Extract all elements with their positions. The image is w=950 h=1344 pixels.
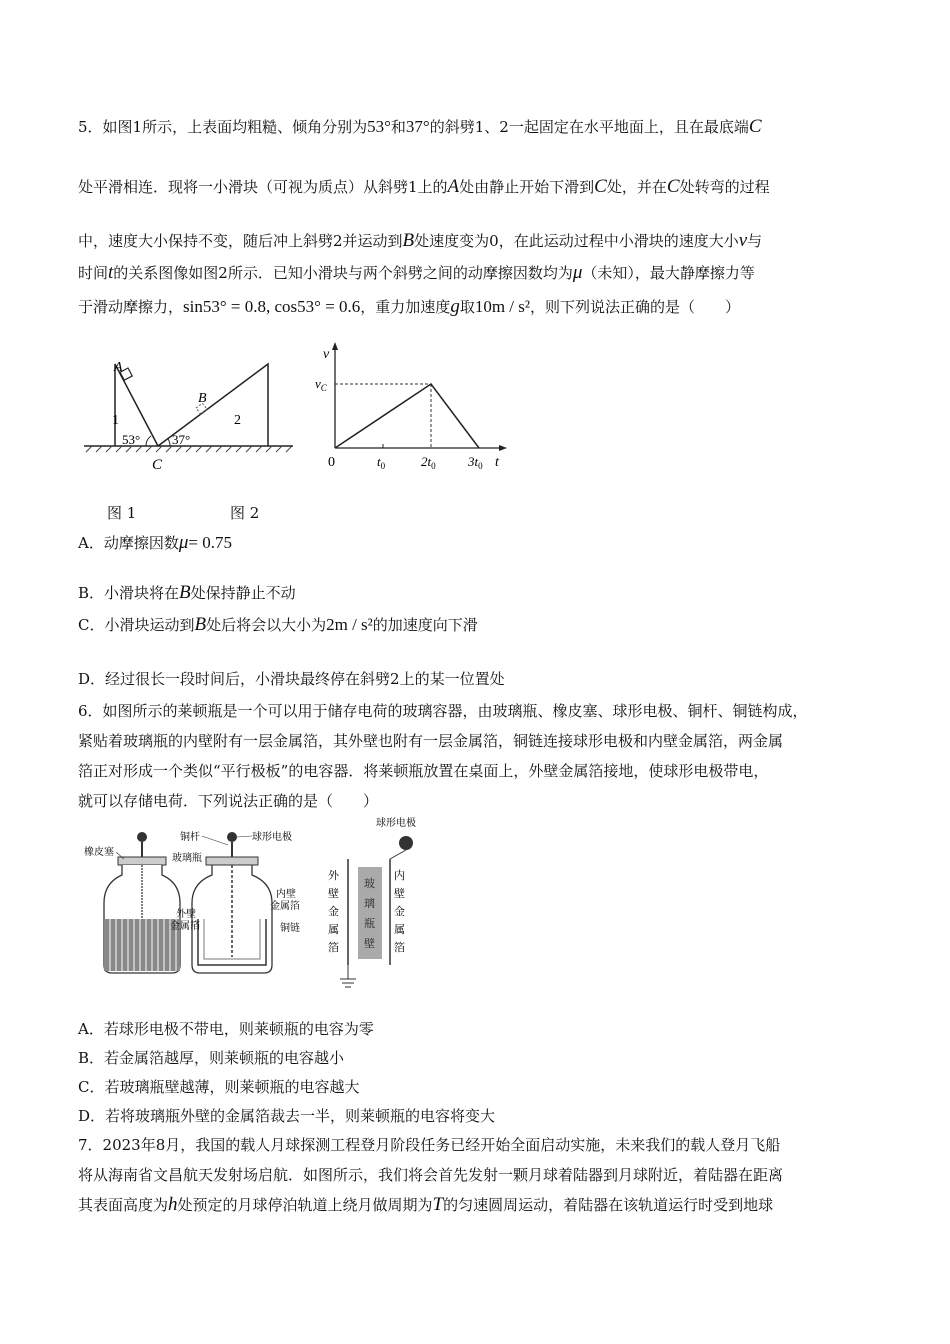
label-sphere-electrode: 球形电极 xyxy=(252,832,292,843)
q6-line-2: 紧贴着玻璃瓶的内壁附有一层金属箔，其外壁也附有一层金属箔，铜链连接球形电极和内壁金属箔，两金属 xyxy=(78,732,784,750)
q5-line-5: 于滑动摩擦力，sin53° = 0.8, cos53° = 0.6，重力加速度g取10m / s²，则下列说法正确的是（ ） xyxy=(78,296,741,317)
angle-53: 53° xyxy=(367,117,391,136)
inner-v-0: 内 xyxy=(394,870,405,882)
label-wedge-1: 1 xyxy=(112,413,119,428)
outer-v-0: 外 xyxy=(328,870,339,882)
caption-figure-2: 图 2 xyxy=(230,504,260,522)
inner-v-1: 壁 xyxy=(394,888,405,900)
jar-right xyxy=(192,832,272,973)
q5-line-3: 中，速度大小保持不变，随后冲上斜劈2并运动到B处速度变为0，在此运动过程中小滑块的速度大小v与 xyxy=(78,230,763,251)
label-rubber-stopper: 橡皮塞 xyxy=(84,847,114,858)
q5-option-A: A．动摩擦因数μ= 0.75 xyxy=(78,532,232,553)
q6-option-B: B．若金属箔越厚，则莱顿瓶的电容越小 xyxy=(78,1049,345,1067)
var-h: h xyxy=(168,1194,178,1215)
q6-line-4: 就可以存储电荷．下列说法正确的是（ ） xyxy=(78,792,379,810)
q5-line-4: 时间t的关系图像如图2所示．已知小滑块与两个斜劈之间的动摩擦因数均为μ（未知），最大静摩擦力等 xyxy=(78,262,755,283)
label-angle-37: 37° xyxy=(172,432,191,447)
q7-line-1: 7．2023年8月，我国的载人月球探测工程登月阶段任务已经开始全面启动实施，未来我们的载人登月飞船 xyxy=(78,1136,781,1154)
label-outer-foil-2: 金属箔 xyxy=(170,921,200,932)
q5-option-C: C．小滑块运动到B处后将会以大小为2m / s²的加速度向下滑 xyxy=(78,614,478,635)
trig-values: sin53° = 0.8, cos53° = 0.6 xyxy=(183,297,361,316)
point-B: B xyxy=(402,230,415,251)
glass-v-2: 瓶 xyxy=(364,918,375,930)
label-angle-53: 53° xyxy=(122,432,141,447)
q7-line-3: 其表面高度为h处预定的月球停泊轨道上绕月做周期为T的匀速圆周运动，着陆器在该轨道运行时受到地球 xyxy=(78,1194,774,1215)
schematic-sphere xyxy=(399,836,413,850)
label-wedge-2: 2 xyxy=(234,413,241,428)
label-sphere-electrode-2: 球形电极 xyxy=(376,818,416,829)
outer-v-3: 属 xyxy=(328,924,339,936)
point-C: C xyxy=(748,116,762,137)
figure-1-wedges xyxy=(78,340,303,480)
label-copper-chain: 铜链 xyxy=(280,923,300,934)
glass-v-1: 璃 xyxy=(364,898,375,910)
caption-figure-1: 图 1 xyxy=(107,504,137,522)
label-t0: $t_0$ xyxy=(377,454,386,471)
var-g: g xyxy=(450,296,460,317)
jar-left xyxy=(104,832,180,973)
outer-v-2: 金 xyxy=(328,906,339,918)
capacitor-schematic xyxy=(340,816,416,987)
figure-leyden-jar xyxy=(80,815,440,1000)
q7-line-2: 将从海南省文昌航天发射场启航．如图所示，我们将会首先发射一颗月球着陆器到月球附近，着陆器在距离 xyxy=(78,1166,784,1184)
var-T: T xyxy=(432,1194,444,1215)
inner-v-3: 属 xyxy=(394,924,405,936)
label-v: v xyxy=(323,347,330,362)
label-origin: 0 xyxy=(328,455,335,470)
vt-line xyxy=(335,384,479,448)
label-A: A xyxy=(114,360,123,375)
q5-line-2: 处平滑相连．现将一小滑块（可视为质点）从斜劈1上的A处由静止开始下滑到C处，并在C处转弯的过程 xyxy=(78,176,770,197)
q5-option-B: B．小滑块将在B处保持静止不动 xyxy=(78,582,296,603)
inner-v-4: 箔 xyxy=(394,942,405,954)
label-C: C xyxy=(152,457,163,473)
var-mu: μ xyxy=(572,262,583,283)
label-2t0: $2t_0$ xyxy=(421,454,436,471)
figure-2-vt-graph xyxy=(305,340,520,480)
q6-line-1: 6．如图所示的莱顿瓶是一个可以用于储存电荷的玻璃容器，由玻璃瓶、橡皮塞、球形电极、铜杆、铜链构成， xyxy=(78,702,808,720)
glass-v-0: 玻 xyxy=(364,878,375,890)
q5-line-1: 5．如图1所示，上表面均粗糙、倾角分别为53°和37°的斜劈1、2一起固定在水平地面上，且在最底端C xyxy=(78,116,762,137)
q6-option-D: D．若将玻璃瓶外壁的金属箔裁去一半，则莱顿瓶的电容将变大 xyxy=(78,1107,496,1125)
label-B: B xyxy=(198,391,207,406)
q6-line-3: 箔正对形成一个类似“平行极板”的电容器．将莱顿瓶放置在桌面上，外壁金属箔接地，使球形电极带电， xyxy=(78,762,769,780)
label-t-axis: t xyxy=(495,455,499,470)
point-A: A xyxy=(447,176,460,197)
glass-v-3: 壁 xyxy=(364,938,375,950)
var-t: t xyxy=(108,262,114,283)
inner-v-2: 金 xyxy=(394,906,405,918)
var-v: v xyxy=(738,230,748,251)
q6-option-C: C．若玻璃瓶壁越薄，则莱顿瓶的电容越大 xyxy=(78,1078,360,1096)
label-glass-bottle: 玻璃瓶 xyxy=(172,853,202,864)
q5-option-D: D．经过很长一段时间后，小滑块最终停在斜劈2上的某一位置处 xyxy=(78,670,505,688)
outer-v-4: 箔 xyxy=(328,942,339,954)
g-value: 10m / s² xyxy=(474,297,530,316)
label-3t0: $3t_0$ xyxy=(468,454,483,471)
label-vc: $v_C$ xyxy=(315,376,327,393)
label-inner-foil-2: 金属箔 xyxy=(270,901,300,912)
outer-v-1: 壁 xyxy=(328,888,339,900)
angle-37: 37° xyxy=(405,117,430,136)
label-inner-foil-1: 内壁 xyxy=(276,889,296,900)
label-copper-rod: 铜杆 xyxy=(180,832,200,843)
q6-option-A: A．若球形电极不带电，则莱顿瓶的电容为零 xyxy=(78,1020,374,1038)
label-outer-foil-1: 外壁 xyxy=(176,909,196,920)
